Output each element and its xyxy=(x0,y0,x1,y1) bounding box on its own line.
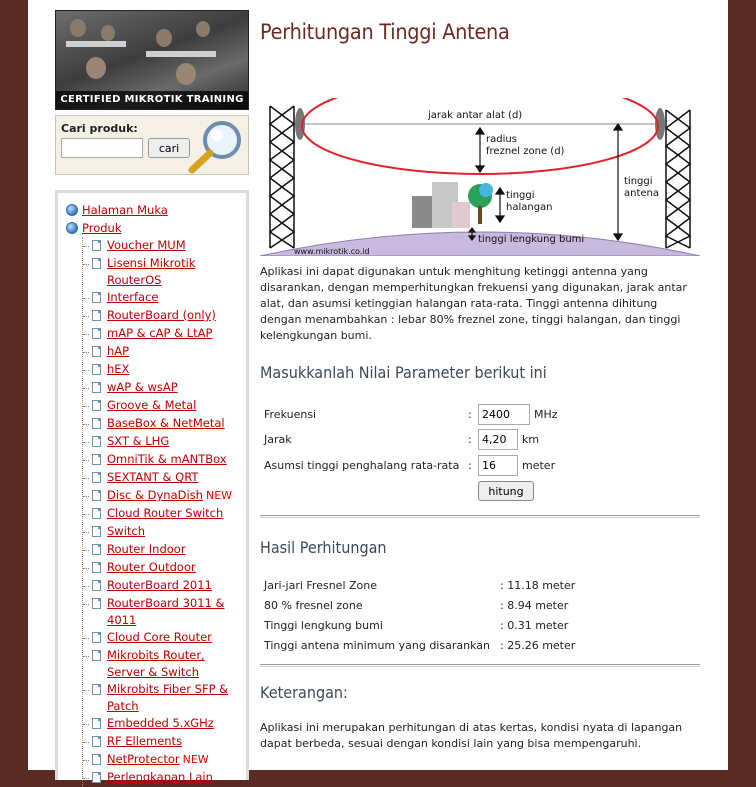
page-icon xyxy=(92,382,101,393)
param-colon: : xyxy=(468,407,472,421)
tree-connector xyxy=(83,264,89,265)
tree-connector xyxy=(83,298,89,299)
nav-link-product[interactable]: BaseBox & NetMetal xyxy=(107,416,225,430)
page-title: Perhitungan Tinggi Antena xyxy=(260,20,510,44)
tree-connector xyxy=(83,742,89,743)
divider xyxy=(260,515,700,518)
nav-item-text xyxy=(107,325,212,342)
param-row-distance xyxy=(264,428,539,450)
left-dish-icon xyxy=(295,108,305,140)
nav-item-product xyxy=(83,715,246,733)
tree-connector xyxy=(83,316,89,317)
search-panel xyxy=(55,115,249,175)
param-colon: : xyxy=(468,432,472,446)
banner-person xyxy=(70,19,86,37)
nav-item-product xyxy=(83,733,246,751)
search-input[interactable] xyxy=(61,138,143,158)
result-label: 80 % fresnel zone xyxy=(264,598,363,612)
nav-item-product xyxy=(83,487,246,505)
nav-item-text xyxy=(107,523,145,540)
nav-item-text xyxy=(107,307,216,324)
nav-item-text xyxy=(107,255,235,289)
label-distance: jarak antar alat (d) xyxy=(428,110,523,121)
nav-item-text xyxy=(107,577,212,594)
page-icon xyxy=(92,472,101,483)
result-label: Tinggi lengkung bumi xyxy=(264,618,383,632)
globe-icon xyxy=(66,204,78,216)
tree-connector xyxy=(83,406,89,407)
frequency-input[interactable] xyxy=(478,404,530,425)
nav-item-product xyxy=(83,237,246,255)
nav-link-product[interactable]: hAP xyxy=(107,344,130,358)
page-icon xyxy=(92,544,101,555)
nav-item-products xyxy=(66,219,246,237)
nav-link-product[interactable]: Lisensi Mikrotik RouterOS xyxy=(107,256,196,287)
nav-item-product xyxy=(83,379,246,397)
result-row xyxy=(264,637,575,653)
result-row xyxy=(264,597,568,613)
nav-link-product[interactable]: Switch xyxy=(107,524,146,538)
nav-item-text xyxy=(107,397,196,414)
page-icon xyxy=(92,562,101,573)
nav-link-product[interactable]: RouterBoard 3011 & 4011 xyxy=(107,596,225,627)
nav-item-product xyxy=(83,541,246,559)
new-badge: NEW xyxy=(205,489,233,502)
nav-link-product[interactable]: RouterBoard 2011 xyxy=(107,578,212,592)
tree-connector xyxy=(83,388,89,389)
intro-text: Aplikasi ini dapat digunakan untuk menghitung ketinggi antenna yang disarankan, dengan memperhitungkan frekuensi yang digunakan, jarak antar alat, dan asumsi ketinggian halangan rata-rata. Tinggi antenna dihitung dengan menambahkan : lebar 80% freznel zone, tinggi halangan, dan tinggi kelengkungan bumi. xyxy=(260,265,687,342)
param-label: Asumsi tinggi penghalang rata-rata xyxy=(264,458,460,472)
left-tower xyxy=(270,106,294,248)
tree-connector xyxy=(83,424,89,425)
nav-item-text xyxy=(107,361,129,378)
nav-item-product xyxy=(83,397,246,415)
nav-link-product[interactable]: Voucher MUM xyxy=(107,238,186,252)
nav-link-product[interactable]: Router Outdoor xyxy=(107,560,196,574)
page-icon xyxy=(92,310,101,321)
nav-link-product[interactable]: RouterBoard (only) xyxy=(107,308,216,322)
banner-title: CERTIFIED MIKROTIK TRAINING xyxy=(56,91,248,109)
tree-connector xyxy=(83,478,89,479)
nav-item-product xyxy=(83,255,246,289)
nav-link-product[interactable]: OmniTik & mANTBox xyxy=(107,452,227,466)
diagram-watermark: www.mikrotik.co.id xyxy=(294,247,370,256)
nav-item-product xyxy=(83,451,246,469)
tree-connector xyxy=(83,568,89,569)
nav-item-text xyxy=(107,487,232,504)
nav-item-text xyxy=(107,681,235,715)
nav-item-product xyxy=(83,289,246,307)
tree-connector xyxy=(83,604,89,605)
tree-connector xyxy=(83,724,89,725)
page-icon xyxy=(92,436,101,447)
nav-link-product[interactable]: Cloud Router Switch xyxy=(107,506,224,520)
page-icon xyxy=(92,508,101,519)
page-icon xyxy=(92,580,101,591)
page-icon xyxy=(92,364,101,375)
label-antenna-1: tinggi xyxy=(624,176,653,187)
nav-item-text xyxy=(107,769,213,786)
tree-connector xyxy=(83,246,89,247)
tree xyxy=(479,183,493,197)
tree-connector xyxy=(83,514,89,515)
nav-link-product[interactable]: SXT & LHG xyxy=(107,434,170,448)
param-row-frequency xyxy=(264,403,558,425)
result-heading: Hasil Perhitungan xyxy=(260,538,387,557)
result-row xyxy=(264,577,575,593)
nav-link-product[interactable]: Cloud Core Router xyxy=(107,630,212,644)
divider xyxy=(260,664,700,667)
result-value: : 0.31 meter xyxy=(500,618,569,632)
nav-link-product[interactable]: Disc & DynaDish xyxy=(107,488,203,502)
nav-link-product[interactable]: Router Indoor xyxy=(107,542,186,556)
page-icon xyxy=(92,632,101,643)
param-unit: meter xyxy=(522,458,556,472)
param-label: Frekuensi xyxy=(264,407,317,421)
banner-person xyxy=(101,25,115,41)
page-icon xyxy=(92,754,101,765)
param-unit: km xyxy=(522,432,540,446)
nav-item-text xyxy=(107,289,159,306)
search-button[interactable]: cari xyxy=(148,138,190,158)
tree-connector xyxy=(83,586,89,587)
nav-item-text xyxy=(107,433,169,450)
nav-link-product[interactable]: Embedded 5.xGHz xyxy=(107,716,214,730)
tree-trunk xyxy=(478,206,482,224)
tree-connector xyxy=(83,638,89,639)
tree-connector xyxy=(83,442,89,443)
antenna-diagram xyxy=(260,98,700,256)
nav-item-product xyxy=(83,769,246,787)
page-icon xyxy=(92,454,101,465)
banner-person xyxy=(156,29,172,47)
nav-item-product xyxy=(83,505,246,523)
tree-connector xyxy=(83,370,89,371)
nav-item-product xyxy=(83,307,246,325)
banner-desk xyxy=(146,51,216,57)
nav-item-text xyxy=(107,751,209,768)
new-badge: NEW xyxy=(182,753,209,766)
nav-item-product xyxy=(83,415,246,433)
page-icon xyxy=(92,718,101,729)
nav-link-product[interactable]: RF Ellements xyxy=(107,734,183,748)
label-fresnel-1: radius xyxy=(486,134,517,145)
nav-item-text xyxy=(107,595,235,629)
right-tower xyxy=(666,110,690,248)
page-icon xyxy=(92,328,101,339)
param-row-obstacle xyxy=(264,454,555,476)
tree-connector xyxy=(83,550,89,551)
nav-item-product xyxy=(83,523,246,541)
nav-item-text xyxy=(107,415,225,432)
nav-item-text xyxy=(107,451,227,468)
nav-link-products[interactable]: Produk xyxy=(82,220,122,235)
banner-person xyxy=(86,57,106,79)
product-list xyxy=(82,237,246,787)
banner-person xyxy=(196,21,210,37)
training-banner[interactable] xyxy=(55,10,249,110)
nav-item-product xyxy=(83,577,246,595)
tree-connector xyxy=(83,334,89,335)
page-icon xyxy=(92,400,101,411)
globe-icon xyxy=(66,222,78,234)
nav-link-product[interactable]: Interface xyxy=(107,290,159,304)
nav-item-product xyxy=(83,681,246,715)
result-value: : 8.94 meter xyxy=(500,598,569,612)
result-row xyxy=(264,617,568,633)
param-label: Jarak xyxy=(264,432,292,446)
tree-connector xyxy=(83,352,89,353)
nav-item-text xyxy=(107,647,235,681)
label-antenna-2: antena xyxy=(624,188,660,199)
nav-item-product xyxy=(83,469,246,487)
tree-connector xyxy=(83,690,89,691)
nav-link-home[interactable]: Halaman Muka xyxy=(82,202,168,217)
page-icon xyxy=(92,240,101,251)
nav-item-product xyxy=(83,559,246,577)
right-dish-icon xyxy=(655,108,665,140)
nav-item-text xyxy=(107,559,196,576)
distance-input[interactable] xyxy=(478,429,518,450)
tree-connector xyxy=(83,460,89,461)
param-unit: MHz xyxy=(534,407,558,421)
banner-desk xyxy=(66,41,126,47)
nav-link-product[interactable]: Perlengkapan Lain xyxy=(107,770,213,784)
nav-link-product[interactable]: Groove & Metal xyxy=(107,398,197,412)
notes-text: Aplikasi ini merupakan perhitungan di atas kertas, kondisi nyata di lapangan dapat berbeda, sesuai dengan kondisi lain yang bisa mempengaruhi. xyxy=(260,721,683,750)
calculate-button[interactable]: hitung xyxy=(478,481,534,501)
nav-link-product[interactable]: NetProtector xyxy=(107,752,180,766)
nav-link-product[interactable]: wAP & wsAP xyxy=(107,380,178,394)
nav-item-text xyxy=(107,237,186,254)
param-colon: : xyxy=(468,458,472,472)
nav-item-product xyxy=(83,751,246,769)
nav-item-home xyxy=(66,201,246,219)
nav-item-text xyxy=(107,715,214,732)
nav-item-product xyxy=(83,433,246,451)
page-container xyxy=(28,0,728,784)
nav-link-product[interactable]: hEX xyxy=(107,362,130,376)
building xyxy=(452,202,470,228)
result-label: Tinggi antena minimum yang disarankan xyxy=(264,638,490,652)
result-label: Jari-jari Fresnel Zone xyxy=(264,578,378,592)
banner-person xyxy=(176,63,196,85)
notes-heading: Keterangan: xyxy=(260,683,348,702)
nav-item-product xyxy=(83,343,246,361)
nav-item-product xyxy=(83,325,246,343)
nav-link-product[interactable]: Mikrobits Fiber SFP & Patch xyxy=(107,682,229,713)
tree-connector xyxy=(83,656,89,657)
page-icon xyxy=(92,346,101,357)
page-icon xyxy=(92,736,101,747)
building xyxy=(412,196,434,228)
search-label: Cari produk: xyxy=(61,122,138,135)
label-obstacle-2: halangan xyxy=(506,202,553,213)
nav-item-text xyxy=(107,343,129,360)
tree-connector xyxy=(83,760,89,761)
nav-item-text xyxy=(107,629,212,646)
nav-item-text xyxy=(107,469,198,486)
page-icon xyxy=(92,650,101,661)
tree-connector xyxy=(83,532,89,533)
product-nav xyxy=(55,190,249,784)
page-icon xyxy=(92,526,101,537)
nav-item-text xyxy=(107,505,223,522)
page-icon xyxy=(92,418,101,429)
nav-link-product[interactable]: SEXTANT & QRT xyxy=(107,470,199,484)
nav-item-text xyxy=(107,733,182,750)
page-icon xyxy=(92,598,101,609)
obstacle-height-input[interactable] xyxy=(478,455,518,476)
label-curvature: tinggi lengkung bumi xyxy=(478,234,585,245)
tree-connector xyxy=(83,496,89,497)
page-icon xyxy=(92,684,101,695)
result-value: : 11.18 meter xyxy=(500,578,576,592)
nav-link-product[interactable]: mAP & cAP & LtAP xyxy=(107,326,213,340)
nav-link-product[interactable]: Mikrobits Router, Server & Switch xyxy=(107,648,205,679)
page-icon xyxy=(92,292,101,303)
nav-item-product xyxy=(83,595,246,629)
page-icon xyxy=(92,490,101,501)
nav-item-text xyxy=(107,541,186,558)
tree-connector xyxy=(83,778,89,779)
magnifier-icon xyxy=(186,118,246,174)
result-value: : 25.26 meter xyxy=(500,638,576,652)
nav-item-text xyxy=(107,379,178,396)
param-heading: Masukkanlah Nilai Parameter berikut ini xyxy=(260,363,547,382)
nav-item-product xyxy=(83,647,246,681)
label-fresnel-2: freznel zone (d) xyxy=(486,146,565,157)
page-icon xyxy=(92,258,101,269)
page-icon xyxy=(92,772,101,783)
nav-item-product xyxy=(83,629,246,647)
label-obstacle-1: tinggi xyxy=(506,190,535,201)
nav-item-product xyxy=(83,361,246,379)
